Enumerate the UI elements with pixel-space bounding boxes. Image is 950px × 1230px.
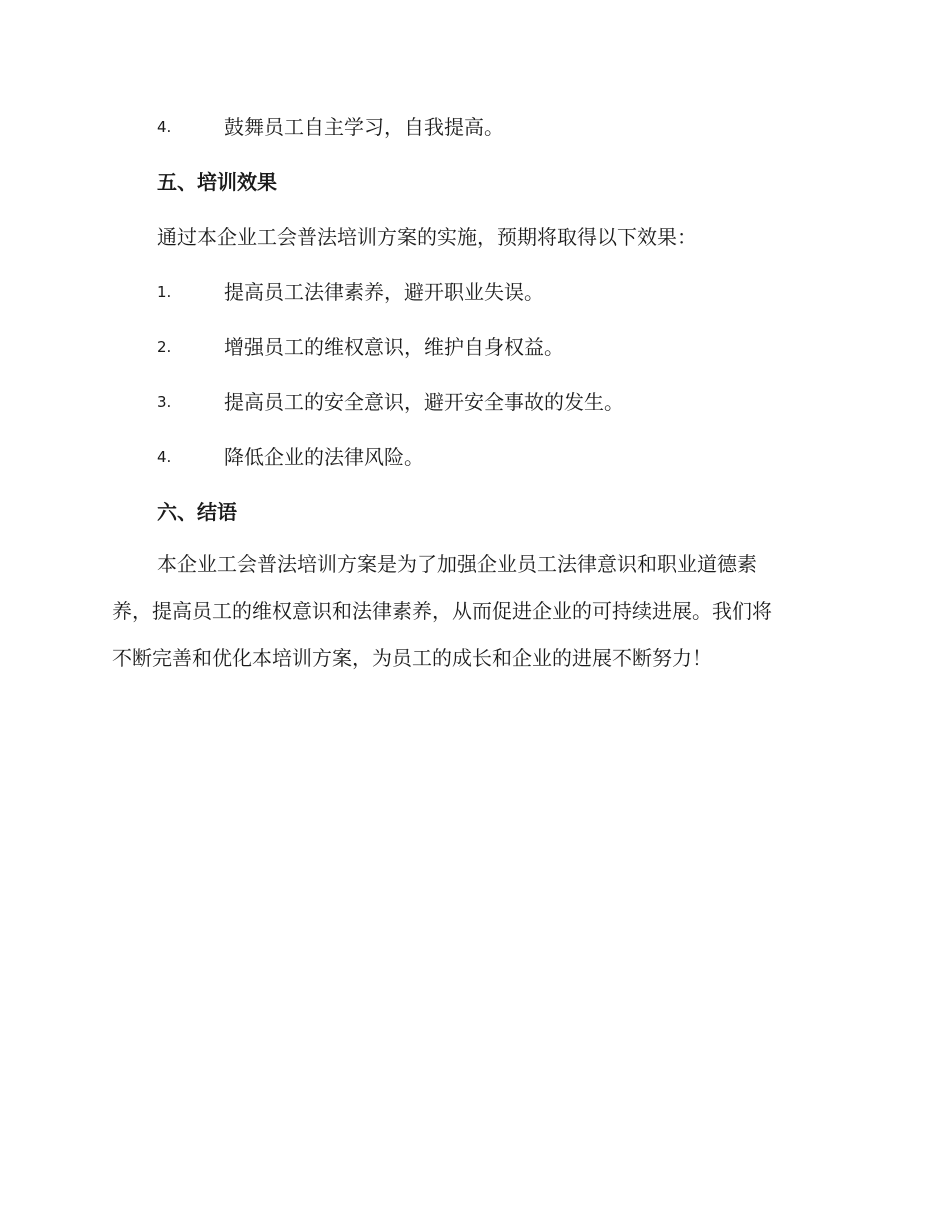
list-item-number: 2. <box>157 338 172 356</box>
paragraph-line: 不断完善和优化本培训方案，为员工的成长和企业的进展不断努力！ <box>112 646 712 670</box>
list-item-text: 提高员工法律素养，避开职业失误。 <box>224 280 544 304</box>
list-item-number: 3. <box>157 393 172 411</box>
list-item-text: 降低企业的法律风险。 <box>224 445 424 469</box>
conclusion-paragraph <box>112 549 832 690</box>
list-item-text: 鼓舞员工自主学习，自我提高。 <box>224 115 504 139</box>
section-intro-paragraph: 通过本企业工会普法培训方案的实施，预期将取得以下效果： <box>157 225 697 249</box>
list-item-number: 1. <box>157 283 172 301</box>
list-item-text: 提高员工的安全意识，避开安全事故的发生。 <box>224 390 624 414</box>
section-heading-training-effects: 五、培训效果 <box>157 170 277 194</box>
paragraph-line: 养，提高员工的维权意识和法律素养，从而促进企业的可持续进展。我们将 <box>112 599 772 623</box>
section-heading-conclusion: 六、结语 <box>157 500 237 524</box>
paragraph-line: 本企业工会普法培训方案是为了加强企业员工法律意识和职业道德素 <box>157 552 757 576</box>
list-item-number: 4. <box>157 448 172 466</box>
list-item-text: 增强员工的维权意识，维护自身权益。 <box>224 335 564 359</box>
list-item-number: 4. <box>157 118 172 136</box>
